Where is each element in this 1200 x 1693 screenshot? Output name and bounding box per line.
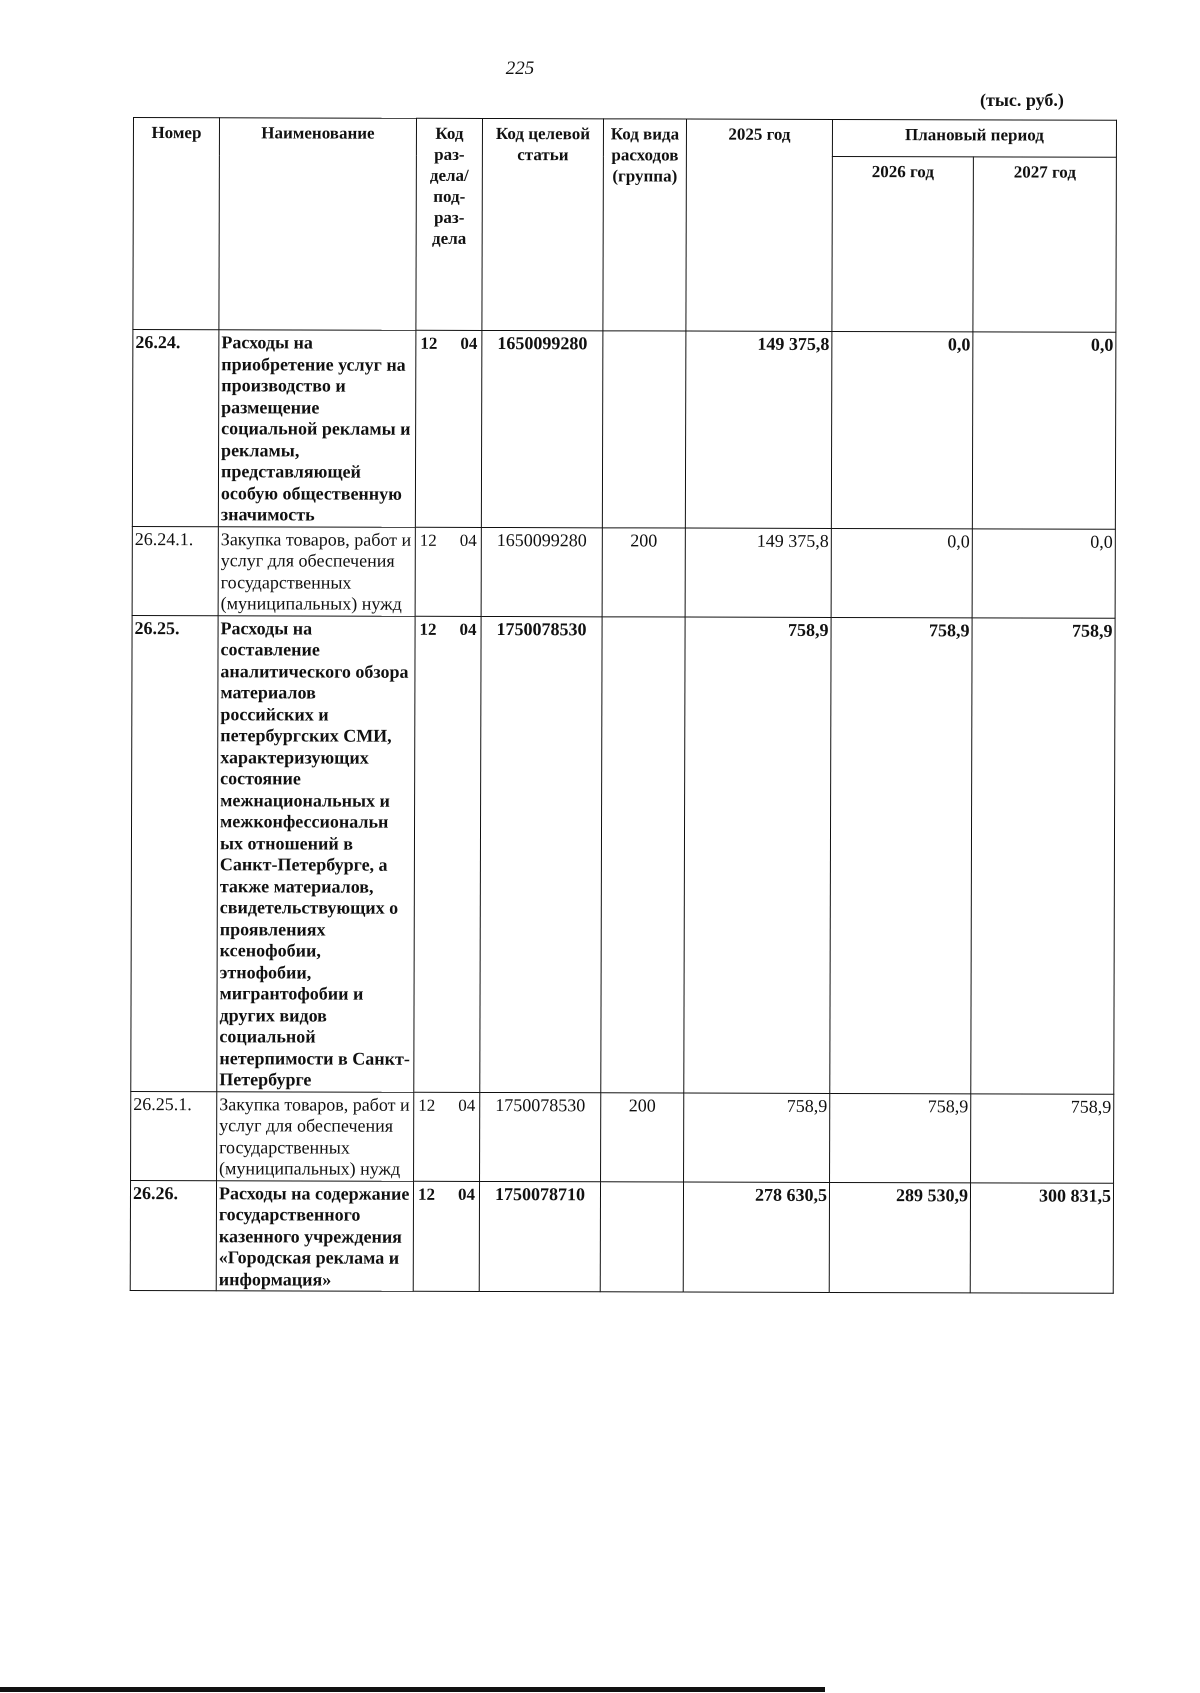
- table-row: [131, 1091, 1114, 1183]
- row-number: 26.25.1.: [131, 1091, 217, 1180]
- header-number: Номер: [133, 118, 220, 330]
- header-name: Наименование: [219, 118, 417, 331]
- scan-edge-line: [0, 1687, 825, 1692]
- page-number: 225: [505, 58, 535, 79]
- table-row: [132, 330, 1116, 529]
- row-name: Расходы на содержание государственного казенного учреждения «Городская реклама и информация»: [216, 1180, 413, 1291]
- row-name: Закупка товаров, работ и услуг для обеспечения государственных (муниципальных) нужд: [218, 526, 415, 616]
- row-amount-2025: 758,9: [684, 617, 831, 1093]
- row-target-code: 1650099280: [481, 330, 603, 527]
- row-section: 12: [419, 530, 437, 550]
- row-amount-2027: 0,0: [972, 528, 1115, 617]
- row-expense-kind: 200: [602, 527, 685, 616]
- row-target-code: 1750078530: [480, 616, 602, 1092]
- units-label: (тыс. руб.): [980, 90, 1064, 110]
- row-amount-2025: 278 630,5: [683, 1182, 829, 1293]
- row-section-code: [415, 330, 482, 527]
- header-section-code: Код раз- дела/ под- раз- дела: [416, 118, 483, 330]
- row-section-code: [415, 527, 481, 616]
- row-section-code: [414, 1092, 480, 1181]
- row-amount-2026: 0,0: [831, 528, 972, 617]
- row-expense-kind: [601, 616, 685, 1092]
- header-planning-period: Плановый период: [832, 119, 1116, 157]
- header-expense-kind: Код вида расходов (группа): [603, 119, 687, 331]
- row-amount-2025: 758,9: [684, 1093, 830, 1182]
- row-number: 26.26.: [130, 1180, 216, 1291]
- table-row: [131, 615, 1115, 1094]
- row-name: Расходы на приобретение услуг на производство и размещение социальной рекламы и рекламы, представляющей особую общественную значимость: [218, 330, 416, 527]
- row-amount-2025: 149 375,8: [685, 528, 831, 617]
- row-number: 26.24.1.: [132, 526, 218, 615]
- row-amount-2027: 300 831,5: [970, 1182, 1113, 1293]
- header-year-2025: 2025 год: [686, 119, 833, 331]
- row-target-code: 1750078710: [479, 1181, 600, 1292]
- row-subsection: 04: [459, 619, 477, 639]
- header-year-2026: 2026 год: [832, 156, 973, 331]
- row-name: Расходы на составление аналитического обзора материалов российских и петербургских СМИ, характеризующих состояние межнациональных и межконфессиональн ых отношений в Санкт-Петербурге, а также материалов, свидетельствующих о проявлениях ксенофобии, этнофобии, мигрантофобии и других видов социальной нетерпимости в Санкт-Петербурге: [217, 615, 415, 1092]
- header-year-2027: 2027 год: [973, 157, 1116, 332]
- row-expense-kind: 200: [601, 1092, 684, 1181]
- row-number: 26.24.: [132, 330, 219, 527]
- row-section: 12: [417, 1184, 436, 1204]
- budget-table: [130, 117, 1117, 1294]
- row-section-code: [414, 616, 481, 1092]
- row-amount-2027: 758,9: [971, 1093, 1114, 1182]
- table-row: [130, 1180, 1113, 1293]
- row-amount-2025: 149 375,8: [685, 331, 832, 528]
- row-amount-2027: 758,9: [971, 617, 1115, 1093]
- row-amount-2026: 289 530,9: [829, 1182, 970, 1293]
- row-amount-2026: 758,9: [830, 617, 972, 1093]
- row-expense-kind: [600, 1181, 683, 1292]
- row-subsection: 04: [457, 1184, 476, 1204]
- row-section: 12: [420, 333, 438, 353]
- row-expense-kind: [602, 331, 686, 528]
- row-subsection: 04: [458, 1095, 476, 1115]
- row-number: 26.25.: [131, 615, 218, 1091]
- header-target-code: Код целевой статьи: [482, 118, 604, 330]
- row-amount-2026: 0,0: [831, 331, 973, 528]
- row-subsection: 04: [460, 333, 478, 353]
- row-section: 12: [419, 619, 437, 639]
- table-row: [132, 526, 1115, 618]
- row-subsection: 04: [459, 530, 477, 550]
- row-target-code: 1650099280: [481, 527, 602, 616]
- row-section-code: [413, 1181, 479, 1292]
- row-amount-2026: 758,9: [830, 1093, 971, 1182]
- row-amount-2027: 0,0: [972, 332, 1116, 529]
- row-name: Закупка товаров, работ и услуг для обеспечения государственных (муниципальных) нужд: [217, 1091, 414, 1181]
- row-section: 12: [418, 1095, 436, 1115]
- row-target-code: 1750078530: [480, 1092, 601, 1181]
